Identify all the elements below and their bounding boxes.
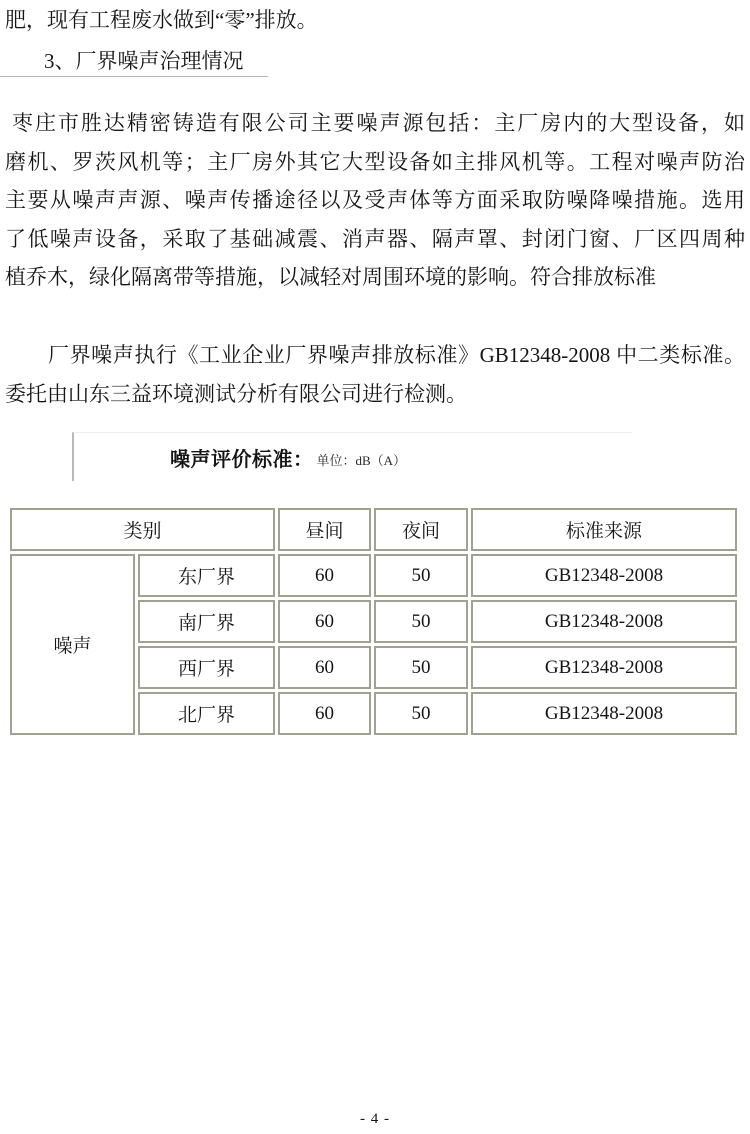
- table-caption-title: 噪声评价标准：: [170, 448, 314, 471]
- text-line: 植乔木，绿化隔离带等措施，以减轻对周围环境的影响。符合排放标准: [5, 265, 656, 290]
- text-line: 磨机、罗茨风机等；主厂房外其它大型设备如主排风机等。工程对噪声防治: [5, 149, 745, 174]
- table-header-day: 昼间: [278, 508, 371, 551]
- text-line: 主要从噪声声源、噪声传播途径以及受声体等方面采取防噪降噪措施。选用: [5, 188, 745, 213]
- text-line: 厂界噪声执行《工业企业厂界噪声排放标准》GB12348-2008 中二类标准。: [48, 343, 745, 367]
- table-cell-boundary: 南厂界: [138, 600, 275, 643]
- table-cell-night: 50: [374, 646, 468, 689]
- text-line: 枣庄市胜达精密铸造有限公司主要噪声源包括：主厂房内的大型设备，如: [12, 111, 745, 135]
- table-cell-day: 60: [278, 600, 371, 643]
- text-line: 肥，现有工程废水做到“零”排放。: [5, 8, 318, 32]
- table-cell-day: 60: [278, 554, 371, 597]
- table-cell-night: 50: [374, 600, 468, 643]
- page-number: - 4 -: [360, 1111, 390, 1127]
- table-cell-group-label: 噪声: [10, 554, 135, 735]
- text-line: 了低噪声设备，采取了基础减震、消声器、隔声罩、封闭门窗、厂区四周种: [5, 226, 745, 251]
- table-cell-boundary: 东厂界: [138, 554, 275, 597]
- noise-standards-table: [7, 505, 740, 738]
- table-header-source: 标准来源: [471, 508, 737, 551]
- table-cell-boundary: 北厂界: [138, 692, 275, 735]
- paragraph-continued: [5, 3, 745, 37]
- table-cell-night: 50: [374, 554, 468, 597]
- paragraph-standard-reference: [5, 336, 745, 413]
- table-cell-source: GB12348-2008: [471, 600, 737, 643]
- paragraph-noise-sources: [5, 104, 745, 297]
- table-cell-source: GB12348-2008: [471, 554, 737, 597]
- table-cell-boundary: 西厂界: [138, 646, 275, 689]
- table-header-night: 夜间: [374, 508, 468, 551]
- table-row: [10, 554, 737, 597]
- noise-table-body: [10, 554, 737, 735]
- table-header-category: 类别: [10, 508, 275, 551]
- table-cell-source: GB12348-2008: [471, 646, 737, 689]
- table-header-row: [10, 508, 737, 551]
- table-cell-source: GB12348-2008: [471, 692, 737, 735]
- table-caption: [72, 432, 632, 481]
- table-cell-day: 60: [278, 692, 371, 735]
- table-cell-day: 60: [278, 646, 371, 689]
- table-cell-night: 50: [374, 692, 468, 735]
- text-line: 委托由山东三益环境测试分析有限公司进行检测。: [5, 381, 467, 406]
- section-heading: 3、厂界噪声治理情况: [0, 46, 268, 77]
- table-caption-unit: 单位：dB（A）: [316, 452, 407, 468]
